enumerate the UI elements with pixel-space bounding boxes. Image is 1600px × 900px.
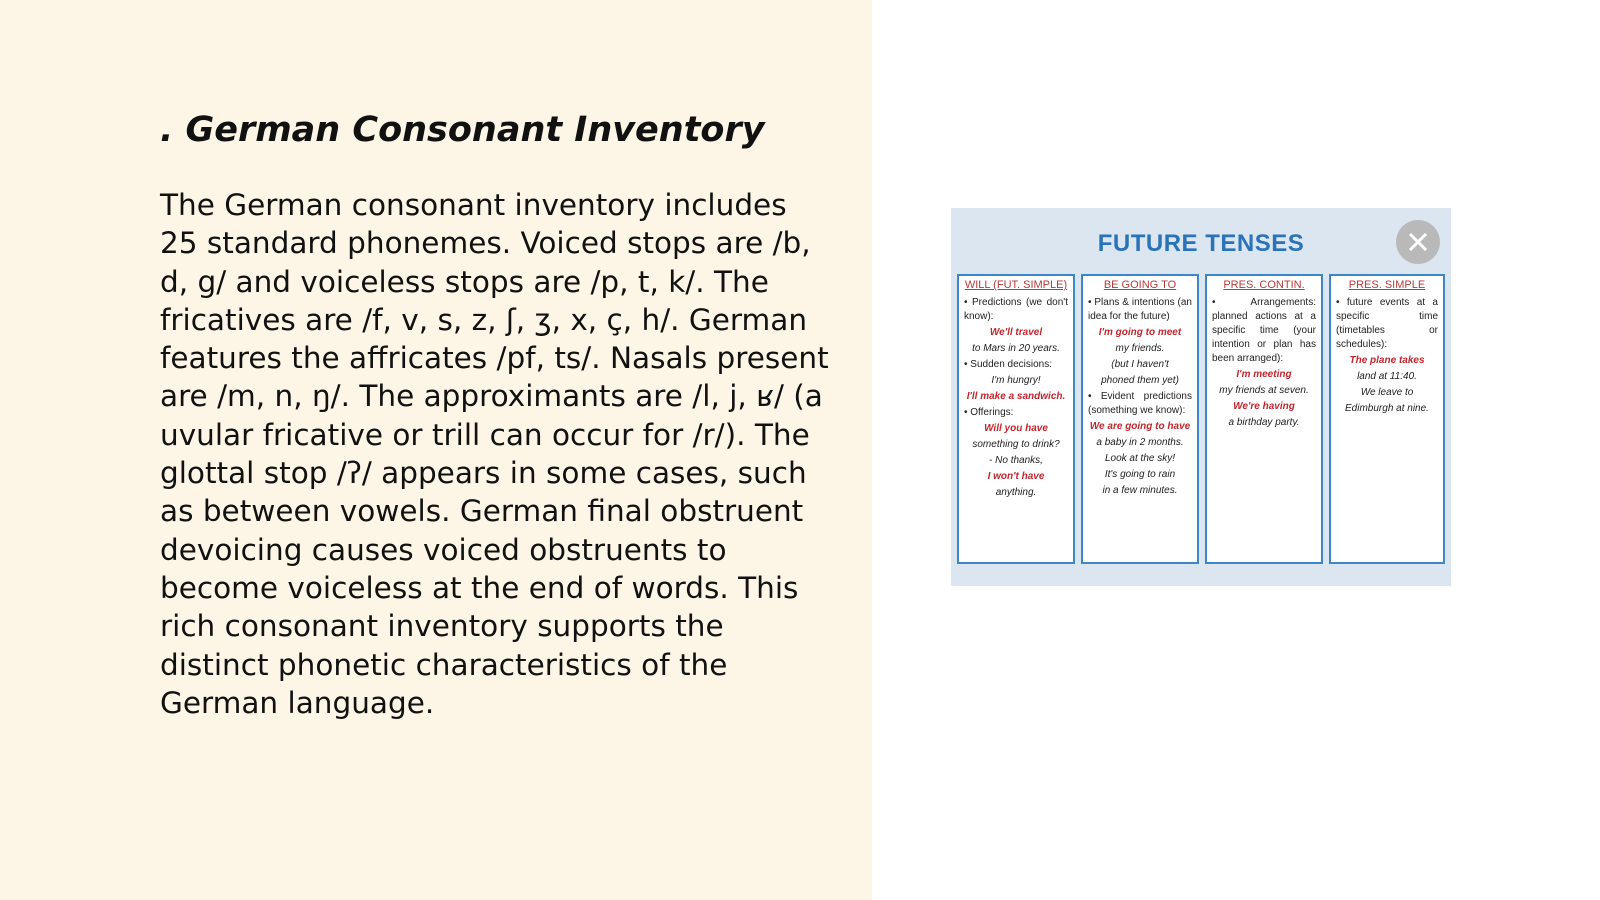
usage-bullet: • Evident predictions (something we know): [1088, 391, 1192, 416]
example [1088, 326, 1192, 340]
example: (but I haven't [1111, 359, 1169, 370]
example: a baby in 2 months. [1096, 437, 1184, 448]
example-highlight: We're having [1233, 401, 1295, 412]
usage-bullet: • Offerings: [964, 407, 1014, 418]
example: anything. [995, 487, 1037, 498]
slide-title: . German Consonant Inventory [160, 110, 765, 150]
example: in a few minutes. [1102, 485, 1178, 496]
example: land at 11:40. [1357, 371, 1417, 382]
example [1212, 400, 1316, 414]
column-heading: PRES. CONTIN. [1223, 279, 1305, 291]
example-highlight: I'm meeting [1236, 369, 1292, 380]
tense-column-going-to [1081, 274, 1199, 564]
example [1088, 420, 1192, 434]
image-title: FUTURE TENSES [1097, 230, 1305, 257]
example [1336, 354, 1438, 368]
usage-bullet: • Sudden decisions: [964, 359, 1053, 370]
example: It's going to rain [1104, 469, 1176, 480]
usage-bullet: • Plans & intentions (an idea for the future) [1088, 297, 1192, 322]
example [964, 422, 1068, 436]
example [964, 470, 1068, 484]
example: I'm hungry! [991, 375, 1041, 386]
column-heading: BE GOING TO [1103, 279, 1177, 291]
example-highlight: We'll travel [989, 327, 1043, 338]
column-heading: PRES. SIMPLE [1348, 279, 1426, 291]
example-highlight: I won't have [987, 471, 1045, 482]
example: phoned them yet) [1101, 375, 1179, 386]
close-button[interactable] [1396, 220, 1440, 264]
tense-column-present-continuous [1205, 274, 1323, 564]
example: something to drink? [972, 439, 1060, 450]
column-heading: WILL (FUT. SIMPLE) [964, 279, 1068, 291]
example: a birthday party. [1228, 417, 1300, 428]
example-highlight: We are going to have [1089, 421, 1191, 432]
slide-body-text: The German consonant inventory includes 25 standard phonemes. Voiced stops are /b, d, g/ and voiceless stops are /p, t, k/. The fricatives are /f, v, s, z, ʃ, ʒ, x, ç, h/. German features the affricates /pf, ts/. Nasals present are /m, n, ŋ/. The approximants are /l, j, ʁ/ (a uvular fricative or trill can occur for /r/). The glottal stop /ʔ/ appears in some cases, such as between vowels. German final obstruent devoicing causes voiced obstruents to become voiceless at the end of words. This rich consonant inventory supports the distinct phonetic characteristics of the German language. [160, 188, 829, 720]
example-highlight: I'll make a sandwich. [966, 391, 1066, 402]
example [964, 326, 1068, 340]
example [964, 390, 1068, 404]
example [1212, 368, 1316, 382]
close-icon [1408, 232, 1428, 252]
example-highlight: Will you have [984, 423, 1048, 434]
example: Look at the sky! [1104, 453, 1176, 464]
future-tenses-image [951, 208, 1451, 586]
example: - No thanks, [989, 455, 1043, 466]
usage-bullet: • Predictions (we don't know): [964, 297, 1068, 322]
tense-column-present-simple [1329, 274, 1445, 564]
example: Edimburgh at nine. [1345, 403, 1429, 414]
example: my friends. [1115, 343, 1165, 354]
usage-bullet: • Arrangements: planned actions at a specific time (your intention or plan has been arranged): [1212, 297, 1316, 364]
example: to Mars in 20 years. [972, 343, 1060, 354]
example: We leave to [1360, 387, 1414, 398]
example-highlight: I'm going to meet [1098, 327, 1182, 338]
tense-column-will [957, 274, 1075, 564]
example-highlight: The plane takes [1349, 355, 1425, 366]
example: my friends at seven. [1219, 385, 1309, 396]
usage-bullet: • future events at a specific time (timetables or schedules): [1336, 297, 1438, 350]
